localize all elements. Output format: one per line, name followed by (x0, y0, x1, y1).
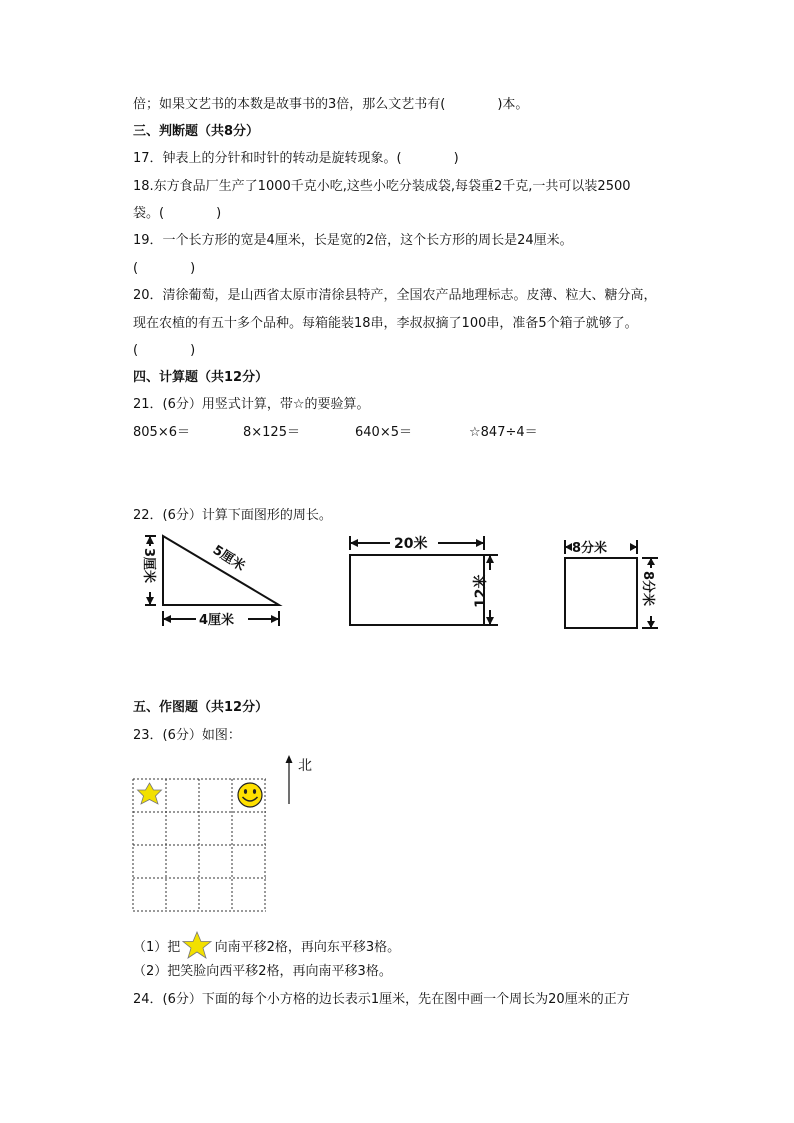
square-figure (558, 532, 668, 632)
question-16-continuation: 倍；如果文艺书的本数是故事书的3倍，那么文艺书有( )本。 (133, 97, 529, 112)
question-20-line1: 20．清徐葡萄，是山西省太原市清徐县特产，全国农产品地理标志。皮薄、粒大、糖分高， (133, 288, 657, 303)
section-5-heading: 五、作图题（共12分） (133, 700, 269, 715)
question-18-line2: 袋。( ) (133, 206, 222, 221)
triangle-bottom-label: 4厘米 (199, 613, 235, 628)
question-23-part2: （2）把笑脸向西平移2格，再向南平移3格。 (133, 964, 392, 979)
rectangle-top-label: 20米 (394, 536, 428, 552)
calc-item-1: 805×6＝ (133, 425, 190, 440)
star-icon (138, 783, 162, 804)
triangle-hypotenuse-label: 5厘米 (209, 542, 248, 575)
question-20-line3: ( ) (133, 343, 196, 358)
north-arrow-icon (286, 755, 293, 804)
question-24: 24．(6分）下面的每个小方格的边长表示1厘米，先在图中画一个周长为20厘米的正方 (133, 992, 630, 1007)
section-4-heading: 四、计算题（共12分） (133, 370, 269, 385)
question-19-line1: 19．一个长方形的宽是4厘米，长是宽的2倍，这个长方形的周长是24厘米。 (133, 233, 573, 248)
rectangle-shape (350, 555, 484, 625)
rectangle-figure (342, 530, 504, 632)
smiley-face-icon (238, 783, 262, 807)
star-icon (182, 931, 212, 961)
calc-item-3: 640×5＝ (355, 425, 412, 440)
question-23-part1-text: 向南平移2格，再向东平移3格。 (214, 940, 401, 955)
square-shape (565, 558, 637, 628)
triangle-figure (136, 528, 286, 632)
grid-figure (128, 752, 328, 917)
calc-row (133, 425, 593, 441)
question-19-line2: ( ) (133, 261, 196, 276)
question-20-line2: 现在农植的有五十多个品种。每箱能装18串，李叔叔摘了100串，准备5个箱子就够了。 (133, 316, 638, 331)
question-21: 21．(6分）用竖式计算，带☆的要验算。 (133, 397, 370, 412)
north-label: 北 (298, 758, 312, 774)
question-23-part1 (133, 931, 400, 953)
triangle-left-label: 3厘米 (141, 548, 156, 584)
calc-item-2: 8×125＝ (243, 425, 300, 440)
question-23: 23．(6分）如图： (133, 728, 241, 743)
question-18-line1: 18.东方食品厂生产了1000千克小吃,这些小吃分装成袋,每袋重2千克,一共可以装2500 (133, 179, 631, 194)
rectangle-right-label: 12米 (473, 574, 489, 608)
square-right-label: 8分米 (640, 571, 655, 607)
square-top-label: 8分米 (572, 541, 608, 556)
question-22: 22．(6分）计算下面图形的周长。 (133, 508, 332, 523)
question-23-part1-prefix: （1）把 (133, 940, 181, 955)
section-3-heading: 三、判断题（共8分） (133, 124, 260, 139)
calc-item-4: ☆847÷4＝ (469, 425, 538, 440)
question-17: 17．钟表上的分针和时针的转动是旋转现象。( ) (133, 151, 459, 166)
